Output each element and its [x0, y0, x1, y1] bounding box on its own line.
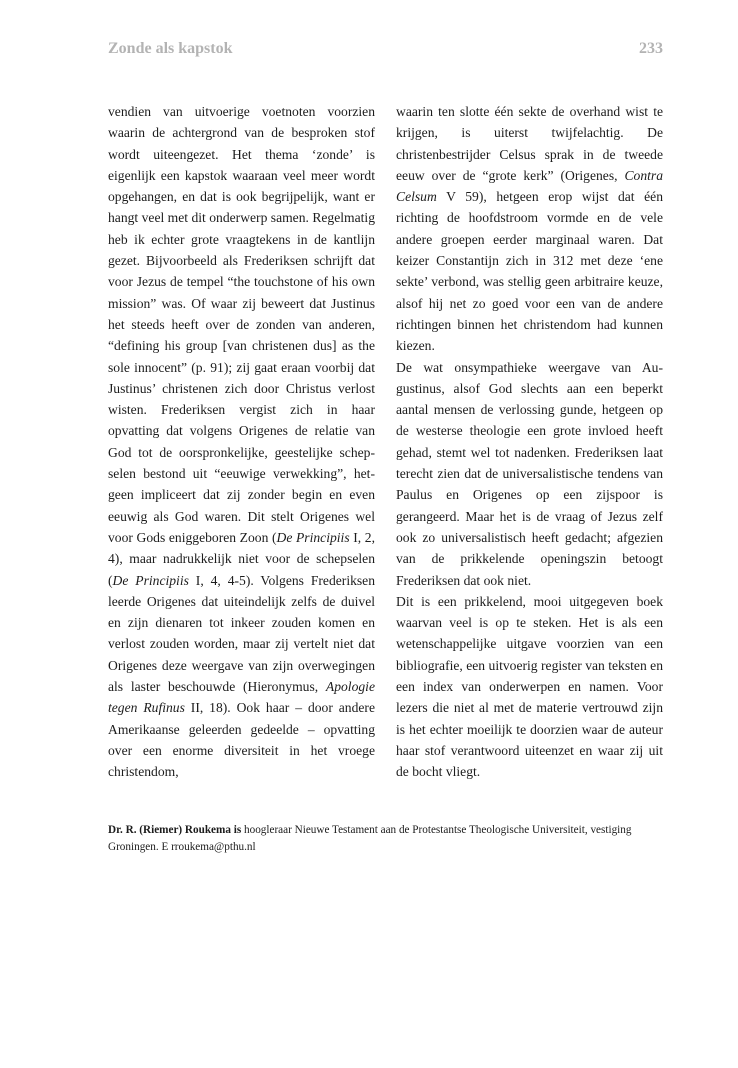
text-run: De wat onsympathieke weergave van Augustinus, alsof God slechts aan een beperkt aantal mensen de verlossing gunde, hetgeen op de westerse theologie een grote invloed heeft gehad, stemt wel tot nadenken. Frederiksen laat terecht zien dat de universalistische tendens van Paulus en Origenes op een zijspoor is gerangeerd. Maar het is de vraag of Jezus zelf ook zo universalistisch heeft gedacht; afgezien van de prikkelende openingszin betoogt Frederiksen dat ook niet. — [396, 359, 663, 588]
running-header — [108, 40, 663, 58]
text-run: I, 2, 4), maar nadrukkelijk niet voor de schepselen ( — [108, 529, 375, 588]
text-run: vendien van uitvoerige voetnoten voorzien waarin de achtergrond van de besproken stof wordt uiteengezet. Het thema ‘zonde’ is eigenlijk een kapstok waaraan veel meer wordt opgehangen, en dat is ook begrijpelijk, want er hangt veel met dit onderwerp samen. Regelmatig heb ik echter grote vraagtekens in de kantlijn gezet. Bijvoorbeeld als Frederiksen schrijft dat voor Jezus de tempel “the touchstone of his own mission” was. Of waar zij beweert dat Justinus het steeds heeft over de zonden van anderen, “defining his group [van christenen dus] as the sole innocent” (p. 91); zij gaat eraan voorbij dat Justinus’ christenen zich door Christus verlost wisten. Frederiksen vergist zich in haar opvatting dat volgens Origenes de relatie van God tot de oorspronkelijke, geestelijke schepselen bestond uit “eeuwige verwekking”, hetgeen impliceert dat zij zonder begin en even eeuwig als God waren. Dit stelt Origenes wel voor Gods eniggeboren Zoon ( — [108, 104, 375, 545]
italic-text: Apologie tegen Rufinus — [108, 679, 375, 716]
text-run: waarin ten slotte één sekte de overhand wist te krijgen, is uiterst twijfelachtig. De christenbestrijder Celsus sprak in de tweede eeuw over de “grote kerk” (Origenes, — [396, 104, 663, 183]
italic-text: De Principiis — [276, 529, 350, 545]
text-run: Dit is een prikkelend, mooi uitgegeven boek waarvan veel is op te steken. Het is als een wetenschappelijke uitgave voorzien van een bibliografie, een uitvoerig register van teksten en een index van onderwerpen en namen. Voor lezers die niet al met de materie vertrouwd zijn is het echter moeilijk te doorzien waar de auteur haar stof verantwoord uiteenzet en waar zij uit de bocht vliegt. — [396, 593, 663, 780]
text-run: V 59), hetgeen erop wijst dat één richting de hoofdstroom vormde en de vele andere groepen eerder marginaal waren. Dat keizer Constantijn zich in 312 met deze ‘ene sekte’ verbond, was stellig geen arbitraire keuze, alsof hij net zo goed voor een van de andere richtingen binnen het christendom had kunnen kiezen. — [396, 189, 663, 354]
author-name: Dr. R. (Riemer) Roukema is — [108, 824, 242, 836]
paragraph — [396, 591, 663, 783]
paragraph — [396, 101, 663, 357]
italic-text: Contra Celsum — [396, 167, 663, 205]
author-affiliation: hoogleraar Nieuwe Testament aan de Protestantse Theologische Universiteit, vestiging Groningen. E rroukema@pthu.nl — [108, 824, 632, 853]
text-run: II, 18). Ook haar – door andere Amerikaanse geleerden gedeelde – opvatting over een enorme diversiteit in het vroege christendom, — [108, 700, 375, 780]
italic-text: De Principiis — [112, 572, 189, 588]
right-column — [396, 101, 663, 783]
running-title: Zonde als kapstok — [108, 40, 233, 57]
paragraph — [108, 101, 375, 783]
author-note — [108, 822, 668, 856]
page-number: 233 — [639, 40, 663, 57]
text-run: I, 4, 4-5). Volgens Frederiksen leerde Origenes dat uiteindelijk zelfs de duivel en zijn dienaren tot inkeer zouden komen en verlost zouden worden, maar zij vertelt niet dat Origenes deze weergave van zijn overwegingen als laster beschouwde (Hieronymus, — [108, 572, 376, 695]
paragraph — [396, 357, 663, 591]
left-column — [108, 101, 375, 783]
body-columns — [108, 101, 663, 783]
